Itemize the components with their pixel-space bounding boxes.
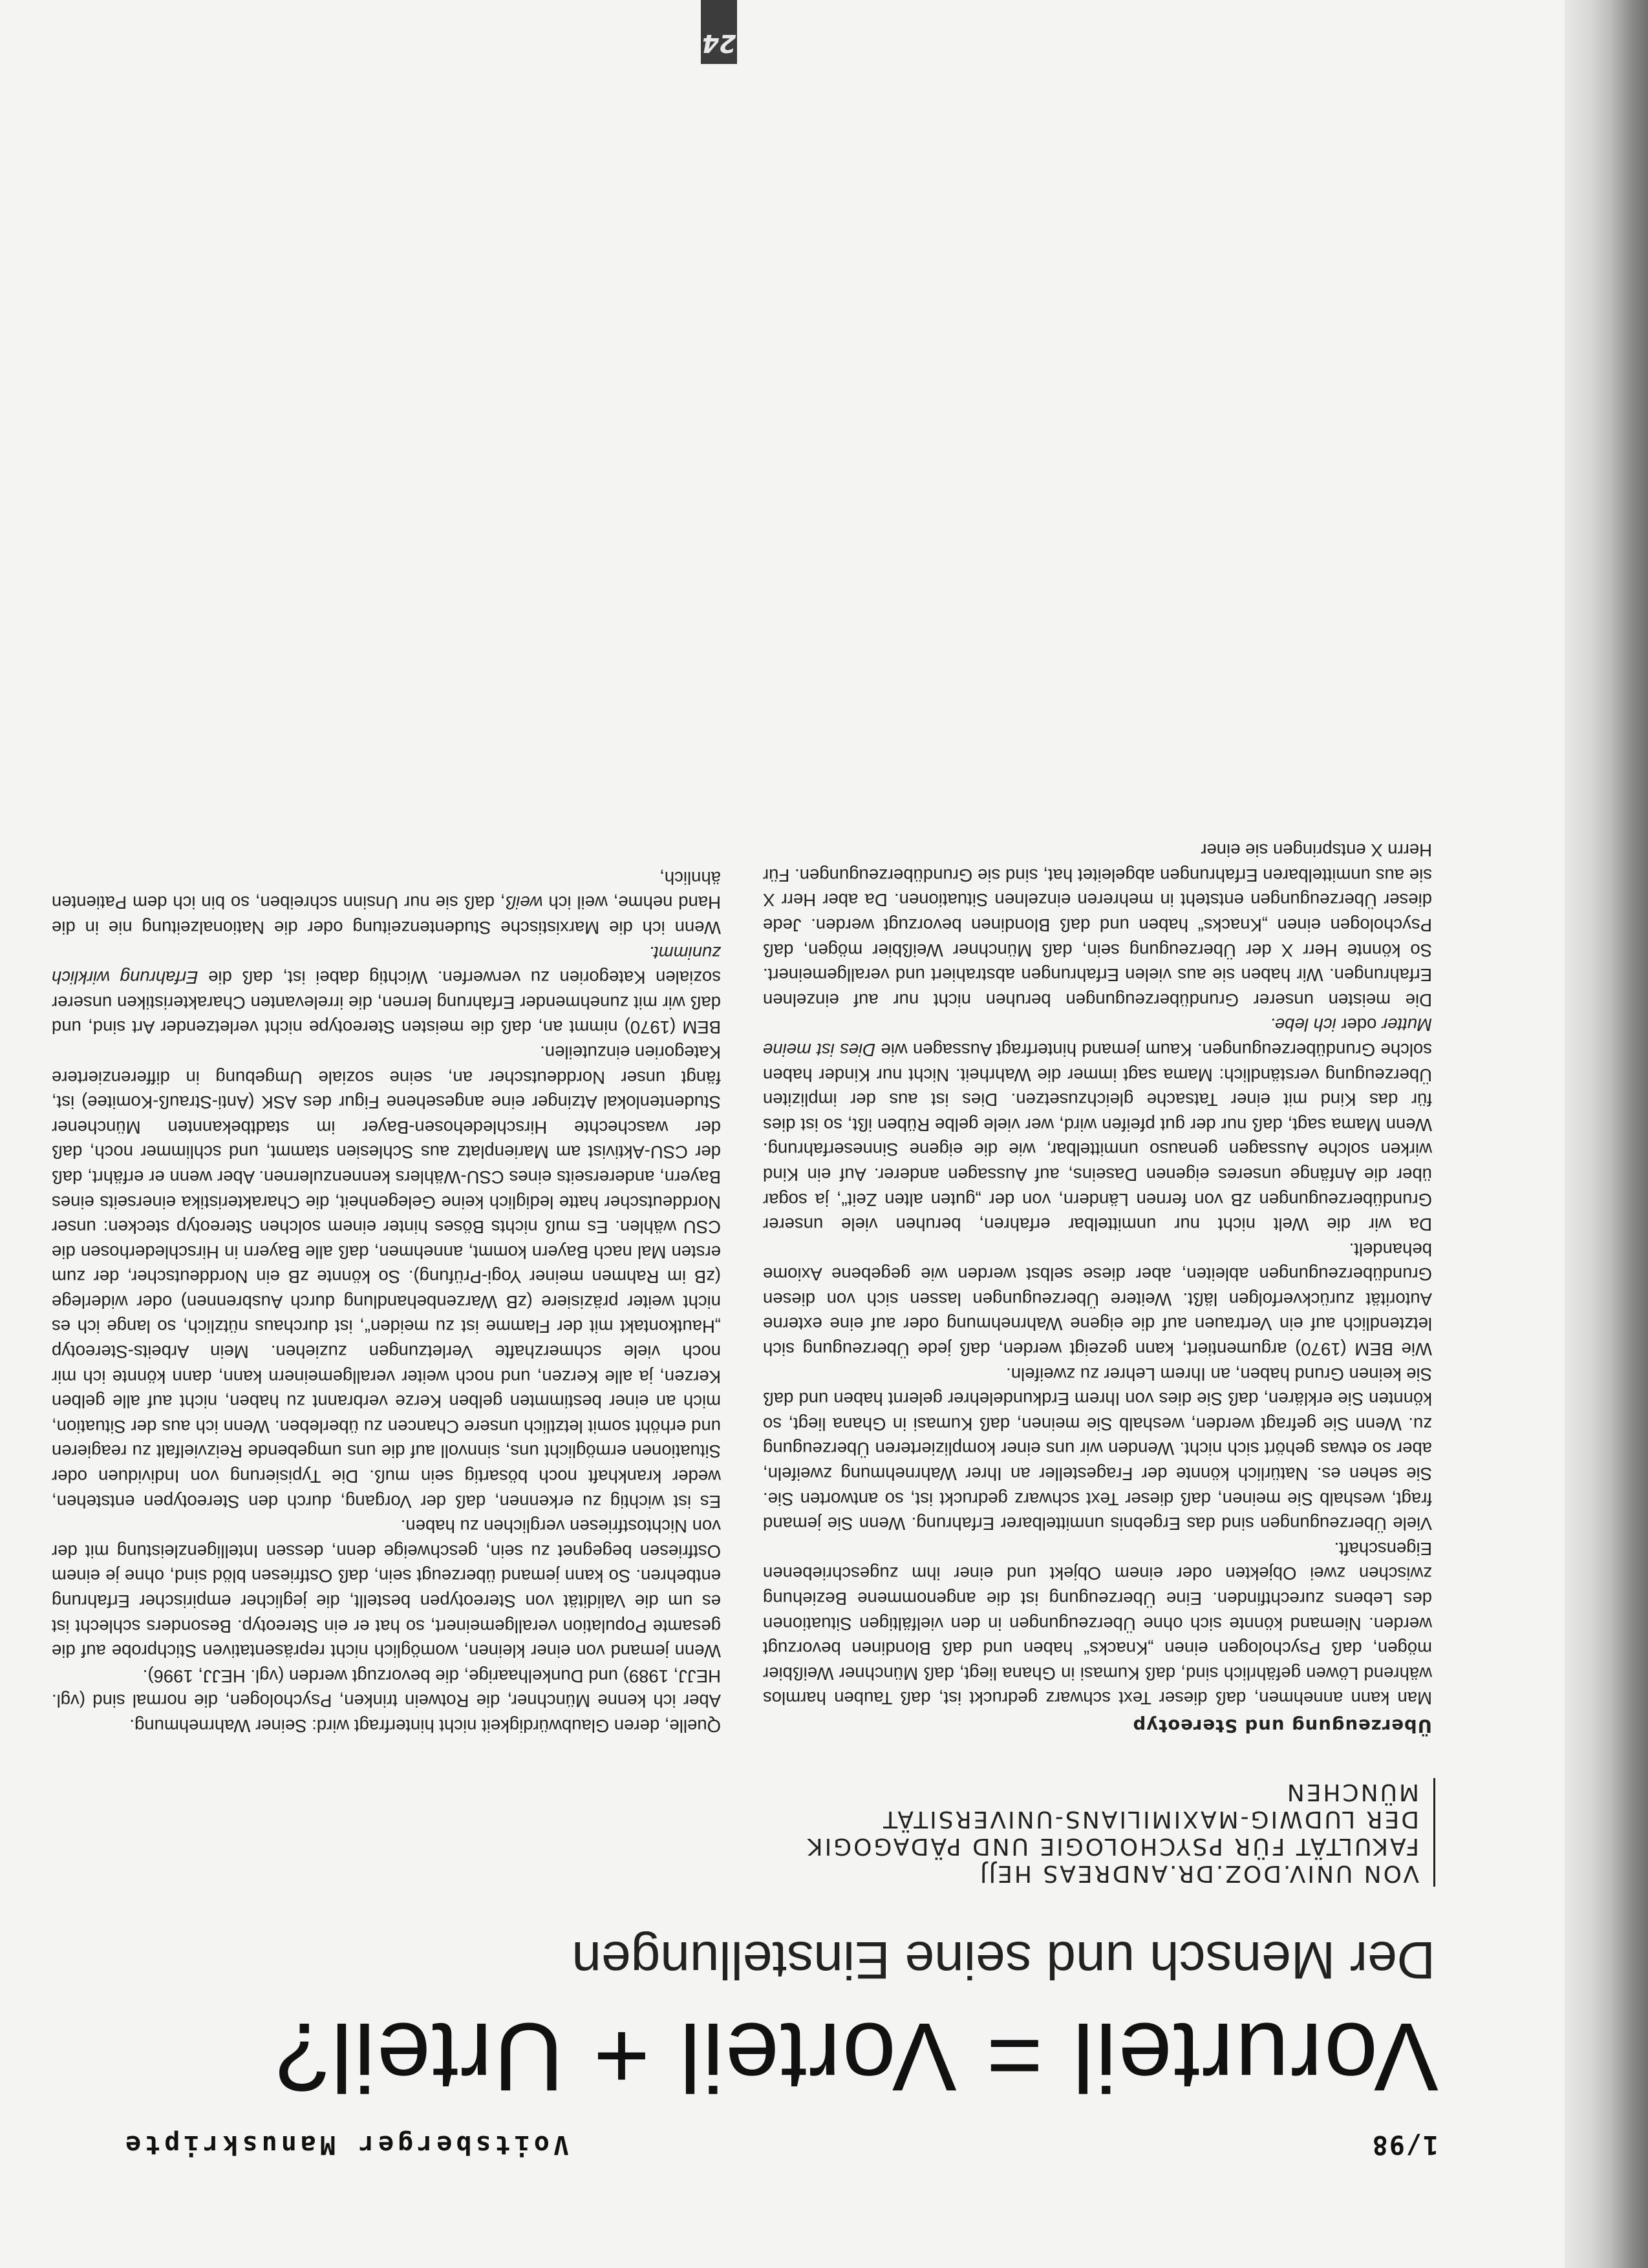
paragraph-text: Da wir die Welt nicht nur unmittelbar erfahren, beruhen viele unserer Grundüberzeugungen zB von fernen Ländern, von der „guten alten Zeit“, ja sogar über die Anfänge unseres eigenen Daseins, auf Aussagen anderer. Auf ein Kind wirken solche Aussagen genauso unmittelbar, wie die eigene Sinneserfahrung. Wenn Mama sagt, daß nur der gut pfeifen wird, wer viele gelbe Rüben ißt, so ist dies für das Kind mit einer Tatsache gleichzusetzen. Dies ist aus der impliziten Überzeugung verständlich: Mama sagt immer die Wahrheit. Nicht nur Kinder haben solche Grundüberzeugungen. Kaum jemand hinterfragt Aussagen wie xyxy=(763,1039,1432,1235)
page-number-tab: 24 xyxy=(701,0,737,64)
paragraph: Es ist wichtig zu erkennen, daß der Vorgang, durch den Stereotypen entstehen, weder krankhaft noch bösartig sein muß. Die Typisierung von Individuen oder Situationen ermöglicht uns, sinnvoll auf die uns umgebende Reizvielfalt zu reagieren und erhöht somit letztlich unsere Chancen zu überleben. Wenn ich aus der Situation, mich an einer bestimmten gelben Kerze verbrannt zu haben, nicht auf alle gelben Kerzen, ja alle Kerzen, und noch weiter verallgemeinern kann, dann könnte ich mir noch viele schmerzhafte Verletzungen zuziehen. Mein Arbeits-Stereotyp „Hautkontakt mit der Flamme ist zu meiden“, ist durchaus nützlich, so lange ich es nicht weiter präzisiere (zB Warzenbehandlung durch Ausbrennen) oder widerlege (zB im Rahmen meiner Yogi-Prüfung). So könnte zB ein Norddeutscher, der zum ersten Mal nach Bayern kommt, annehmen, daß alle Bayern in Hirschlederhosen die CSU wählen. Es muß nichts Böses hinter einem solchen Stereotyp stecken: unser Norddeutscher hatte lediglich keine Gelegenheit, die Charakteristika einerseits eines Bayern, andererseits eines CSU-Wählers kennenzulernen. Aber wenn er erfährt, daß der CSU-Aktivist am Marienplatz aus Schlesien stammt, und schlimmer noch, daß der waschechte Hirschledehosen-Bayer im stadtbekannten Münchener Studentenlokal Atzinger eine angesehene Figur des ASK (Anti-Strauß-Komitee) ist, fängt unser Norddeutscher an, seine soziale Umgebung in differenziertere Kategorien einzuteilen. xyxy=(52,1042,721,1512)
article-title: Vorurteil = Vorteil + Urteil? xyxy=(274,2003,1439,2112)
byline xyxy=(747,1778,1435,1887)
italic-quote: Dies ist meine Mutter xyxy=(763,1015,1432,1060)
article-subtitle: Der Mensch und seine Einstellungen xyxy=(572,1931,1435,1989)
italic-emphasis: Erfahrung wirklich zunimmt. xyxy=(52,942,721,988)
paragraph-text: sie nur Unsinn schreiben, so bin ich dem Patienten ähnlich, xyxy=(51,867,721,913)
right-column xyxy=(52,865,721,1738)
issue-number: 1/98 xyxy=(1371,2130,1439,2159)
paragraph xyxy=(52,865,721,940)
paragraph: Wenn jemand von einer kleinen, womöglich nicht repräsentativen Stichprobe auf die gesamte Population verallgemeinert, so hat er ein Stereotyp. Besonders schlecht ist es um die Validität von Stereotypen bestellt, die jeglicher empirischer Erfahrung entbehren. So kann jemand überzeugt sein, daß Ostfriesen blöd sind, ohne je einem Ostfriesen begegnet zu sein, geschweige denn, dessen Intelligenzleistung mit der von Nichtostfriesen verglichen zu haben. xyxy=(52,1516,721,1662)
byline-author: VON UNIV.DOZ.DR.ANDREAS HEJJ xyxy=(978,1860,1419,1887)
italic-emphasis: weiß xyxy=(505,893,543,913)
paragraph-text: BEM (1970) nimmt an, daß die meisten Stereotype nicht verletzender Art sind, und daß wir mit zunehmender Erfahrung lernen, die irrelevanten Charakteristiken unserer sozialen Kategorien zu verwerfen. Wichtig dabei ist, daß die xyxy=(52,968,721,1038)
paragraph: Quelle, deren Glaubwürdigkeit nicht hinterfragt wird: Seiner Wahrnehmung. xyxy=(129,1716,721,1736)
paragraph: Wie BEM (1970) argumentiert, kann gezeigt werden, daß jede Überzeugung sich letztendlich auf ein Vertrauen auf die eigene Wahrnehmung oder auf eine externe Autorität zurückverfolgen läßt. Weitere Überzeugungen lassen sich von diesen Grundüberzeugungen ableiten, aber diese selbst werden wie gegebene Axiome behandelt. xyxy=(763,1239,1432,1360)
byline-faculty: FAKULTÄT FÜR PSYCHOLOGIE UND PÄDAGOGIK xyxy=(806,1833,1419,1860)
paragraph xyxy=(763,1012,1432,1236)
paragraph-joiner: , daß xyxy=(464,893,506,913)
paragraph-joiner: oder xyxy=(1341,1015,1377,1035)
paragraph-text: Wenn ich die Marxistische Studentenzeitung oder die Nationalzeitung nie in die Hand nehme, weil ich xyxy=(52,893,721,938)
paragraph: Aber ich kenne Münchner, die Rotwein trinken, Psychologen, die normal sind (vgl. HEJJ, 1989) und Dunkelhaarige, die bevorzugt werden (vgl. HEJJ, 1996). xyxy=(52,1666,721,1712)
paragraph: Man kann annehmen, daß dieser Text schwarz gedruckt ist, daß Tauben harmlos während Löwen gefährlich sind, daß Kumasi in Ghana liegt, daß Münchner Weißbier mögen, daß Psychologen einen „Knacks“ haben und daß Blondinen bevorzugt werden. Niemand könnte sich ohne Überzeugungen in den vielfältigen Situationen des Lebens zurechtfinden. Eine Überzeugung ist die angenommene Beziehung zwischen zwei Objekten oder einem Objekt und einer ihm zugeschriebenen Eigenschaft. xyxy=(763,1538,1432,1709)
left-column xyxy=(763,838,1432,1738)
paragraph: Viele Überzeugungen sind das Ergebnis unmittelbarer Erfahrung. Wenn Sie jemand fragt, weshalb Sie meinen, daß dieser Text schwarz gedruckt ist, so antworten Sie. Sie sehen es. Natürlich könnte der Fragesteller an Ihrer Wahrnehmung zweifeln, aber so etwas gehört sich nicht. Wenden wir uns einer komplizierteren Überzeugung zu. Wenn Sie gefragt werden, weshalb Sie meinen, daß Kumasi in Ghana liegt, so könnten Sie erklären, daß Sie dies von Ihrem Erdkundelehrer gelernt haben und daß Sie keinen Grund haben, an Ihrem Lehrer zu zweifeln. xyxy=(763,1364,1432,1534)
paragraph xyxy=(52,940,721,1039)
magazine-name: Voitsberger Manuskripte xyxy=(122,2130,569,2159)
byline-university: DER LUDWIG-MAXIMILIANS-UNIVERSITÄT MÜNCHEN xyxy=(881,1779,1419,1832)
italic-quote: ich lebe. xyxy=(1270,1015,1336,1035)
paragraph: Die meisten unserer Grundüberzeugungen beruhen nicht nur auf einzelnen Erfahrungen. Wir haben sie aus vielen Erfahrungen abstrahiert und verallgemeinert. So könnte Herr X der Überzeugung sein, daß Münchner Weißbier mögen, daß Psychologen einen „Knacks“ haben und daß Blondinen bevorzugt werden. Jede dieser Überzeugungen entsteht in mehreren einzelnen Situationen. Da aber Herr X sie aus unmittelbaren Erfahrungen abgeleitet hat, sind sie Grundüberzeugungen. Für Herrn X entspringen sie einer xyxy=(763,840,1432,1010)
section-heading: Überzeugung und Stereotyp xyxy=(1132,1715,1432,1736)
page-edge-stack xyxy=(1565,0,1648,2268)
